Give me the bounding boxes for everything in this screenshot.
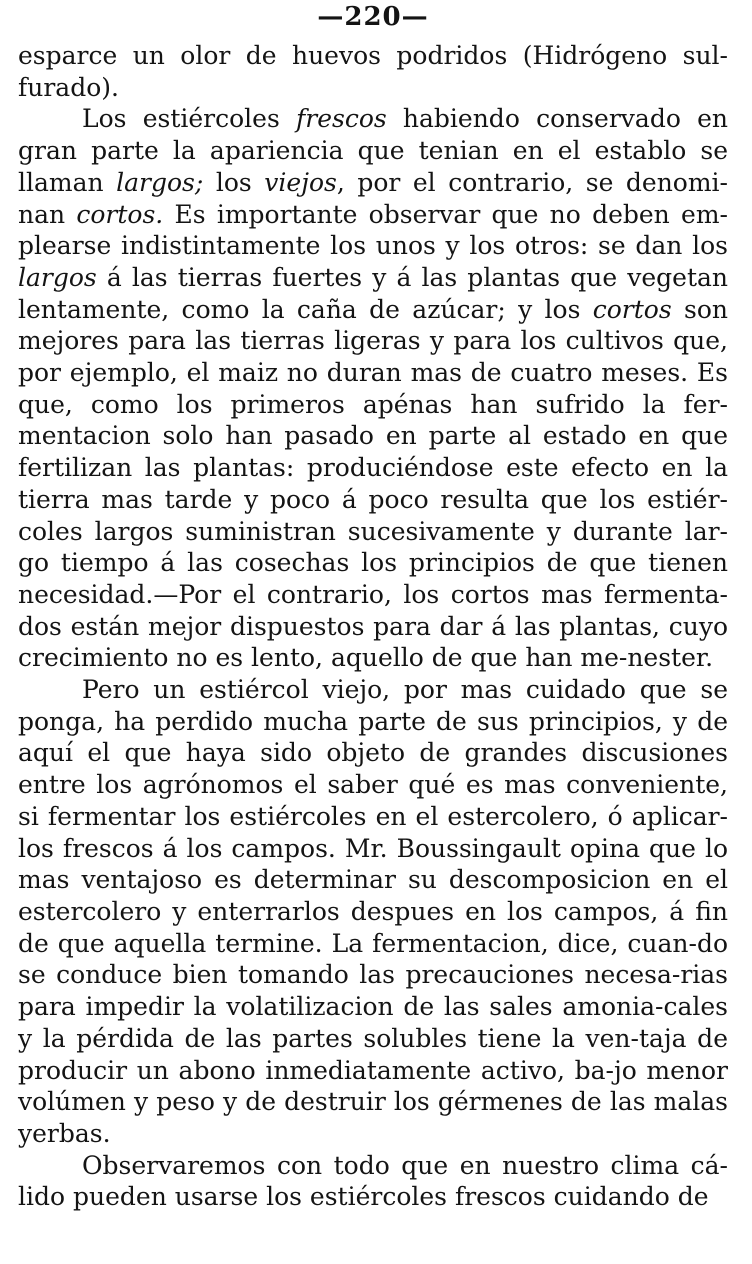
italic-term: largos bbox=[18, 262, 97, 292]
body-text bbox=[18, 40, 728, 1213]
paragraph bbox=[18, 103, 728, 674]
text-run: Es importante observar que no deben em-plearse indistintamente los unos y los otros: se dan los bbox=[18, 199, 728, 261]
text-run: Pero un estiércol viejo, por mas cuidado que se ponga, ha perdido mucha parte de sus principios, y de aquí el que haya sido objeto de grandes discusiones entre los agrónomos el saber qué es mas conveniente, si fermentar los estiércoles en el estercolero, ó aplicar-los frescos á los campos. Mr. Boussingault opina que lo mas ventajoso es determinar su descomposicion en el estercolero y enterrarlos despues en los campos, á fin de que aquella termine. La fermentacion, dice, cuan-do se conduce bien tomando las precauciones necesa-rias para impedir la volatilizacion de las sales amonia-cales y la pérdida de las partes solubles tiene la ven-taja de producir un abono inmediatamente activo, ba-jo menor volúmen y peso y de destruir los gérmenes de las malas yerbas. bbox=[18, 675, 728, 1148]
italic-term: frescos bbox=[295, 104, 387, 134]
italic-term: cortos bbox=[592, 294, 672, 324]
text-run: son mejores para las tierras ligeras y para los cultivos que, por ejemplo, el maiz no duran mas de cuatro meses. Es que, como los primeros apénas han sufrido la fer-mentacion solo han pasado en parte al estado en que fertilizan las plantas: produciéndose este efecto en la tierra mas tarde y poco á poco resulta que los estiér-coles largos suministran sucesivamente y durante lar-go tiempo á las cosechas los principios de que tienen necesidad.—Por el contrario, los cortos mas fermenta-dos están mejor dispuestos para dar á las plantas, cuyo crecimiento no es lento, aquello de que han me-nester. bbox=[18, 294, 728, 673]
text-run: á las tierras fuertes y á las plantas que vegetan lentamente, como la caña de azúcar; y los bbox=[18, 262, 728, 324]
text-run: Los estiércoles bbox=[82, 104, 296, 134]
text-run: Observaremos con todo que en nuestro clima cá-lido pueden usarse los estiércoles frescos cuidando de bbox=[18, 1150, 728, 1212]
italic-term: viejos bbox=[264, 167, 337, 197]
text-run: esparce un olor de huevos podridos (Hidrógeno sul-furado). bbox=[18, 41, 728, 102]
italic-term: largos; bbox=[116, 167, 204, 197]
text-run: los bbox=[203, 167, 265, 197]
text-run: , por el contrario, se denomi-nan bbox=[18, 167, 729, 229]
paragraph bbox=[18, 1150, 728, 1213]
paragraph bbox=[18, 40, 728, 103]
italic-term: cortos. bbox=[76, 199, 164, 229]
text-run: habiendo conservado en gran parte la apariencia que tenian en el establo se llaman bbox=[18, 104, 728, 197]
page-number: —220— bbox=[317, 2, 429, 32]
paragraph bbox=[18, 674, 728, 1150]
